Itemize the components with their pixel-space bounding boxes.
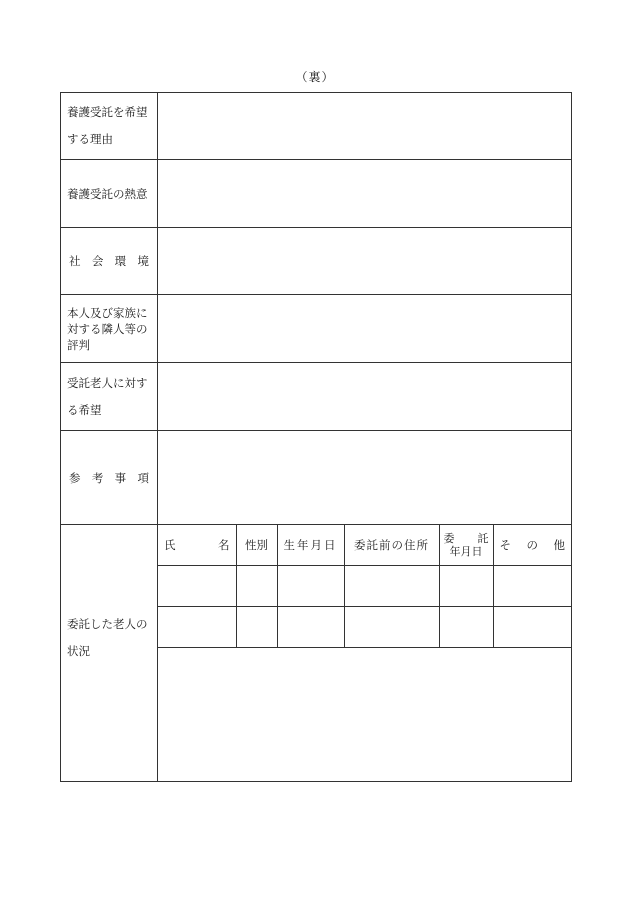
header-name-char-1: 氏: [164, 538, 176, 552]
reason-label-line1: 養護受託を希望: [67, 105, 148, 119]
hope-field[interactable]: [158, 363, 571, 430]
reference-field[interactable]: [158, 431, 571, 524]
status-table: [158, 525, 571, 648]
reputation-label-line1: 本人及び家族に: [67, 305, 148, 320]
reputation-label-line2: 対する隣人等の: [67, 321, 148, 336]
reason-field[interactable]: [158, 93, 571, 159]
cell-birthdate[interactable]: [277, 607, 344, 648]
cell-name[interactable]: [158, 566, 236, 607]
status-label-line2: 状況: [67, 644, 90, 658]
header-gender: 性別: [236, 525, 277, 566]
environment-char-3: 環: [114, 254, 127, 268]
reason-label: [61, 93, 158, 159]
header-entrust-char-1: 委: [443, 532, 455, 545]
header-other: [493, 525, 571, 566]
environment-char-2: 会: [91, 254, 104, 268]
header-entrust-date: [439, 525, 493, 566]
hope-row: [61, 363, 571, 431]
header-entrust-bottom: 年月日: [449, 545, 483, 558]
page-title: （裏）: [295, 70, 335, 84]
table-row: [158, 566, 571, 607]
status-label: [61, 525, 158, 781]
environment-label: [61, 228, 158, 294]
environment-row: [61, 228, 571, 295]
table-row: [158, 607, 571, 648]
header-entrust-char-2: 託: [477, 532, 489, 545]
enthusiasm-row: [61, 160, 571, 228]
reason-label-line2: する理由: [67, 132, 113, 146]
cell-gender[interactable]: [236, 607, 277, 648]
cell-entrust-date[interactable]: [439, 607, 493, 648]
reference-char-3: 事: [114, 470, 127, 485]
reference-char-2: 考: [91, 470, 104, 485]
reference-row: [61, 431, 571, 525]
header-prev-address: 委託前の住所: [344, 525, 439, 566]
header-other-char-3: 他: [553, 538, 565, 552]
hope-label-line1: 受託老人に対す: [67, 375, 148, 390]
enthusiasm-label: [61, 160, 158, 227]
environment-char-1: 社: [69, 254, 81, 268]
status-notes-area[interactable]: [158, 647, 571, 781]
header-name-char-2: 名: [218, 538, 230, 552]
cell-prev-address[interactable]: [344, 607, 439, 648]
hope-label: [61, 363, 158, 430]
enthusiasm-label-text: 養護受託の熱意: [67, 186, 148, 201]
header-birthdate: 生年月日: [277, 525, 344, 566]
reputation-label: [61, 295, 158, 362]
reputation-row: [61, 295, 571, 363]
status-header-row: [158, 525, 571, 566]
cell-name[interactable]: [158, 607, 236, 648]
application-form: [60, 92, 572, 782]
reference-char-4: 項: [137, 470, 149, 485]
hope-label-line2: る希望: [67, 402, 102, 417]
status-label-line1: 委託した老人の: [67, 617, 148, 631]
reputation-field[interactable]: [158, 295, 571, 362]
reference-char-1: 参: [69, 470, 81, 485]
status-row: [61, 525, 571, 781]
cell-other[interactable]: [493, 607, 571, 648]
cell-prev-address[interactable]: [344, 566, 439, 607]
cell-gender[interactable]: [236, 566, 277, 607]
environment-field[interactable]: [158, 228, 571, 294]
header-name: [158, 525, 236, 566]
reason-row: [61, 93, 571, 160]
header-other-char-2: の: [526, 538, 538, 552]
cell-birthdate[interactable]: [277, 566, 344, 607]
reputation-label-line3: 評判: [67, 337, 90, 352]
environment-char-4: 境: [137, 254, 149, 268]
cell-other[interactable]: [493, 566, 571, 607]
header-other-char-1: そ: [499, 538, 511, 552]
cell-entrust-date[interactable]: [439, 566, 493, 607]
enthusiasm-field[interactable]: [158, 160, 571, 227]
reference-label: [61, 431, 158, 524]
